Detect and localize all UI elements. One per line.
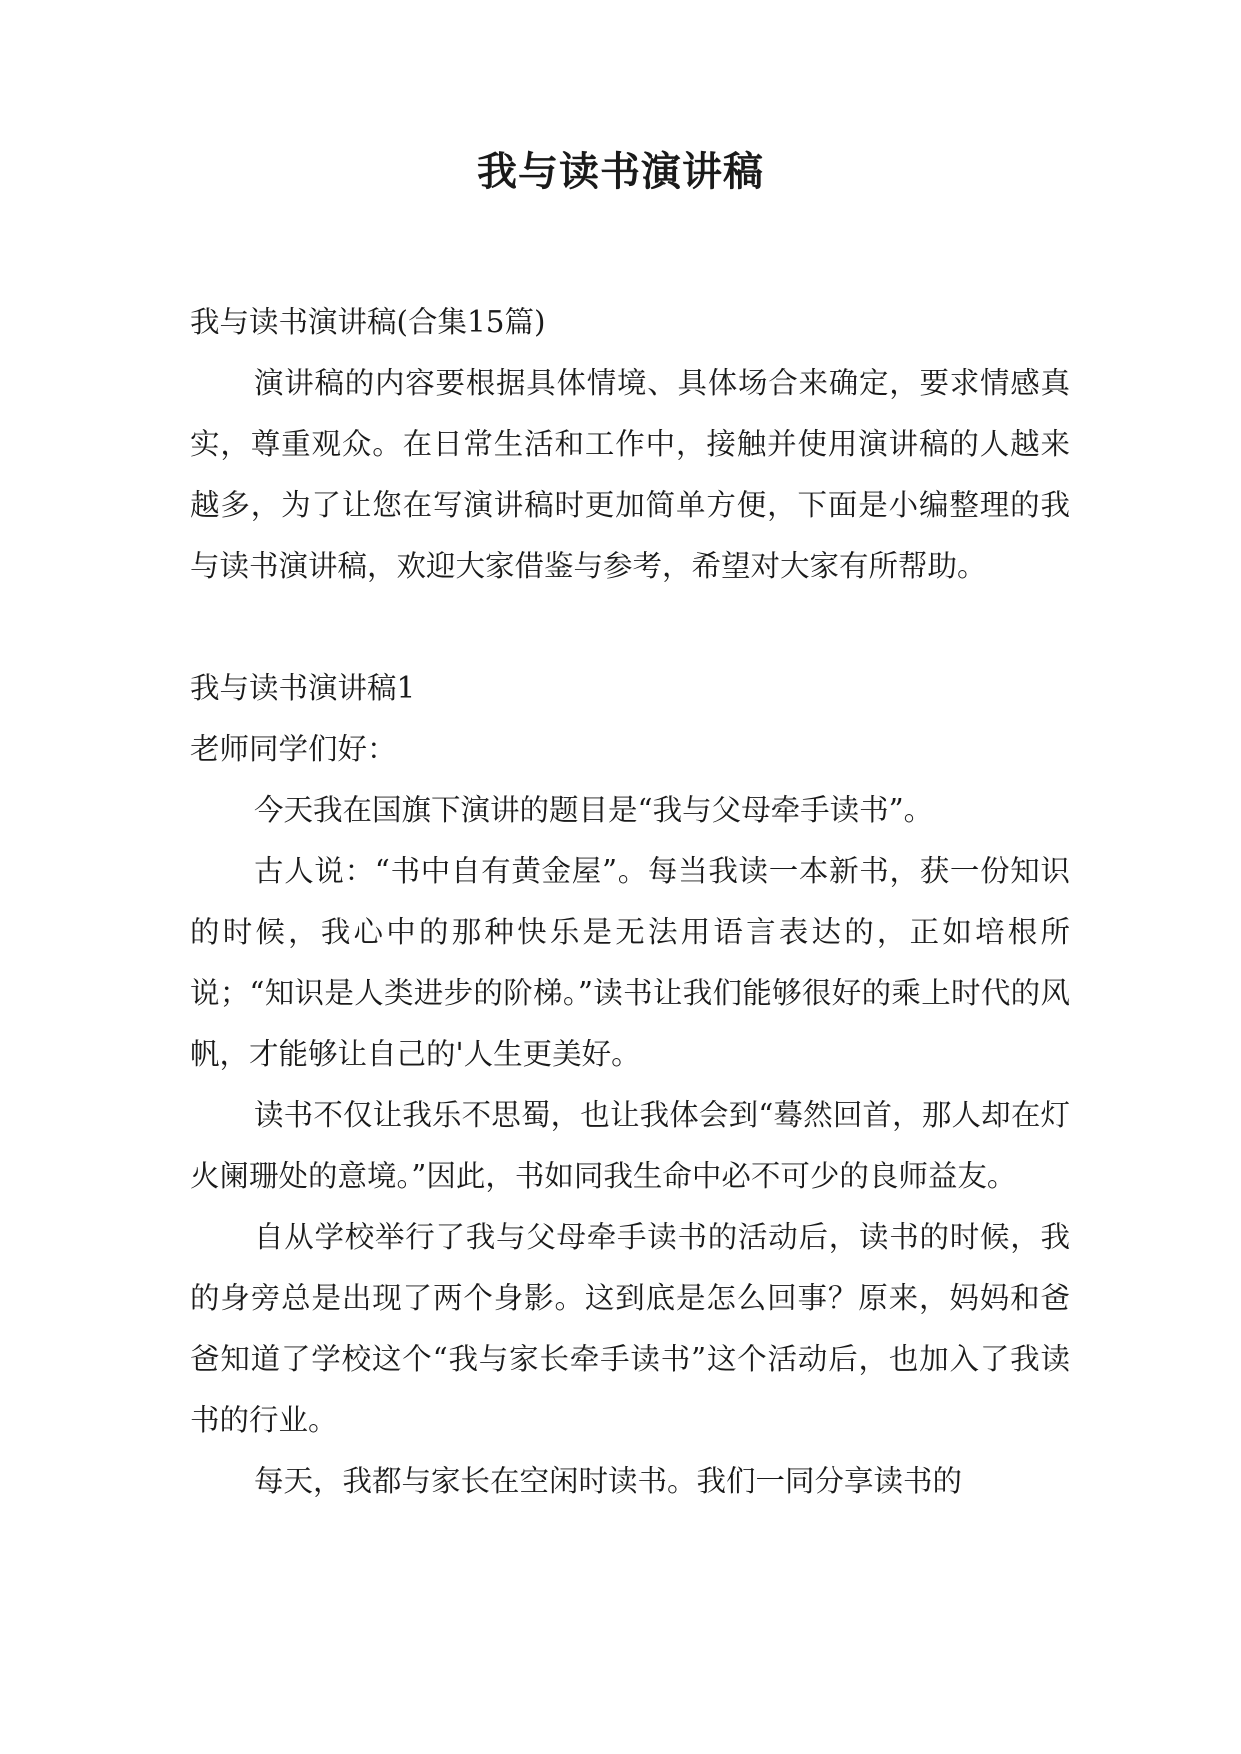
body-paragraph: 古人说：“书中自有黄金屋”。每当我读一本新书，获一份知识的时候，我心中的那种快乐是无法用语言表达的，正如培根所说；“知识是人类进步的阶梯。”读书让我们能够很好的乘上时代的风帆，才能够让自己的'人生更美好。 bbox=[190, 854, 1070, 1071]
section-spacer bbox=[190, 597, 1070, 658]
intro-paragraph: 演讲稿的内容要根据具体情境、具体场合来确定，要求情感真实，尊重观众。在日常生活和工作中，接触并使用演讲稿的人越来越多，为了让您在写演讲稿时更加简单方便，下面是小编整理的我与读书演讲稿，欢迎大家借鉴与参考，希望对大家有所帮助。 bbox=[190, 366, 1070, 583]
body-paragraph: 读书不仅让我乐不思蜀，也让我体会到“蓦然回首，那人却在灯火阑珊处的意境。”因此，书如同我生命中必不可少的良师益友。 bbox=[190, 1098, 1070, 1193]
body-paragraph: 今天我在国旗下演讲的题目是“我与父母牵手读书”。 bbox=[254, 793, 934, 827]
document-body bbox=[190, 292, 1070, 1512]
document-title: 我与读书演讲稿 bbox=[477, 148, 764, 195]
greeting-line: 老师同学们好： bbox=[190, 732, 397, 766]
body-paragraph: 每天，我都与家长在空闲时读书。我们一同分享读书的 bbox=[254, 1464, 963, 1498]
body-paragraph: 自从学校举行了我与父母牵手读书的活动后，读书的时候，我的身旁总是出现了两个身影。这到底是怎么回事？原来，妈妈和爸爸知道了学校这个“我与家长牵手读书”这个活动后，也加入了我读书的行业。 bbox=[190, 1220, 1070, 1437]
section-heading: 我与读书演讲稿1 bbox=[190, 671, 416, 705]
collection-heading: 我与读书演讲稿(合集15篇) bbox=[190, 305, 546, 339]
